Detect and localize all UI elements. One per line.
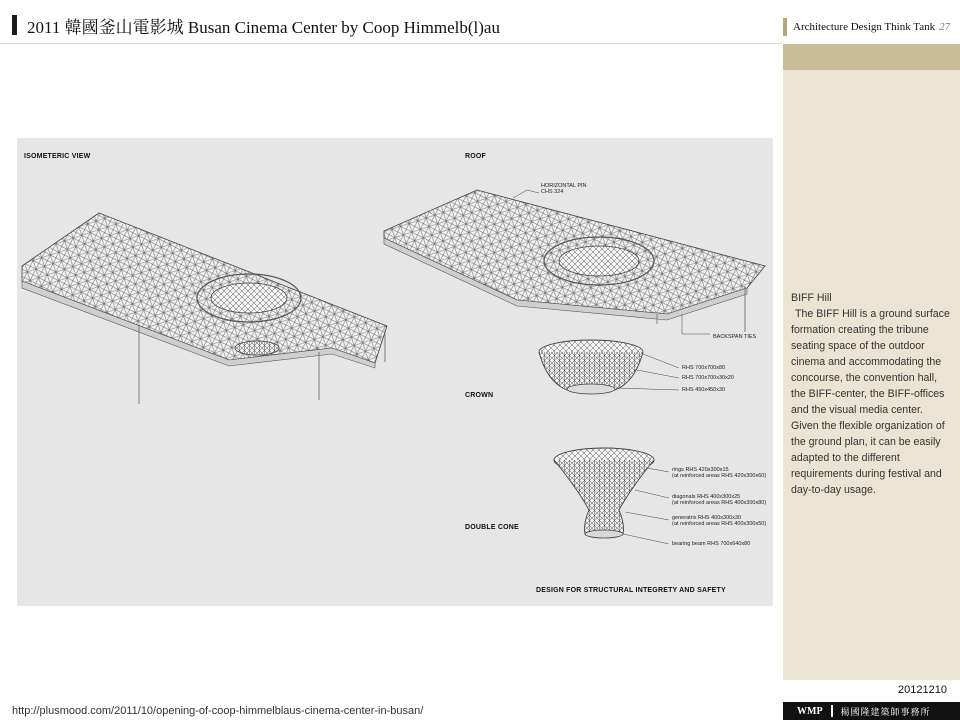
think-tank-marker	[783, 18, 787, 36]
sidebar-body: The BIFF Hill is a ground surface formation creating the tribune seating space of the outdoor cinema and accommodating the concourse, the convention hall, the BIFF-center, the BIFF-offices and the visual media center. Given the flexible organization of the ground plan, it can be easily adapted to the different requirements during festival and day-to-day usage.	[791, 308, 950, 496]
roof-structure	[384, 190, 765, 334]
note-cone-rings: rings RHS 420x300x15	[672, 467, 729, 473]
note-cone-generatrix-reinforced: (at reinforced areas RHS 400x300x50)	[672, 521, 767, 527]
structure-drawing	[17, 138, 773, 606]
firm-name: 楊國隆建築師事務所	[840, 707, 931, 718]
title-divider	[0, 43, 782, 44]
slide-date: 20121210	[898, 684, 947, 696]
page-number: 27	[939, 21, 951, 33]
sidebar-description	[791, 290, 951, 498]
source-url[interactable]: http://plusmood.com/2011/10/opening-of-coop-himmelblaus-cinema-center-in-busan/	[12, 705, 424, 717]
note-cone-rings-reinforced: (at reinforced areas RHS 420x300x60)	[672, 473, 767, 479]
slide-title: 2011 韓國釜山電影城 Busan Cinema Center by Coop Himmelb(l)au	[27, 17, 500, 37]
slide-title-bar	[12, 12, 772, 38]
title-marker	[12, 15, 17, 35]
sidebar-heading: BIFF Hill	[791, 292, 832, 304]
think-tank-label	[783, 16, 960, 38]
note-crown-rhs-3: RHS 450x450x30	[682, 387, 726, 393]
label-isometric-view: ISOMETERIC VIEW	[24, 153, 91, 160]
brand-bar	[783, 702, 960, 720]
label-crown: CROWN	[465, 392, 494, 399]
structural-figure	[17, 138, 773, 606]
label-roof: ROOF	[465, 153, 487, 160]
figure-caption: DESIGN FOR STRUCTURAL INTEGRETY AND SAFETY	[536, 587, 726, 594]
isometric-roof-structure	[22, 213, 387, 404]
brand-logo: WMP	[797, 705, 823, 717]
crown-structure	[539, 340, 679, 394]
note-cone-bearing-beam: bearing beam RHS 700x640x80	[672, 541, 751, 547]
note-crown-rhs-1: RHS 700x700x80	[682, 365, 726, 371]
note-cone-generatrix: generatrix RHS 400x300x30	[672, 515, 742, 521]
note-chs: CHS 324	[541, 189, 564, 195]
brand-separator	[831, 705, 833, 717]
double-cone-structure	[554, 448, 669, 544]
sidebar-accent-band	[783, 44, 960, 70]
label-double-cone: DOUBLE CONE	[465, 524, 519, 531]
note-cone-diagonals: diagonals RHS 400x300x25	[672, 494, 741, 500]
note-horizontal-pin: HORIZONTAL PIN	[541, 183, 587, 189]
note-backspan-ties: BACKSPAN TIES	[713, 334, 757, 340]
note-crown-rhs-2: RHS 700x700x30x20	[682, 375, 734, 381]
note-cone-diagonals-reinforced: (at reinforced areas RHS 400x300x80)	[672, 500, 767, 506]
think-tank-text: Architecture Design Think Tank	[793, 21, 936, 33]
